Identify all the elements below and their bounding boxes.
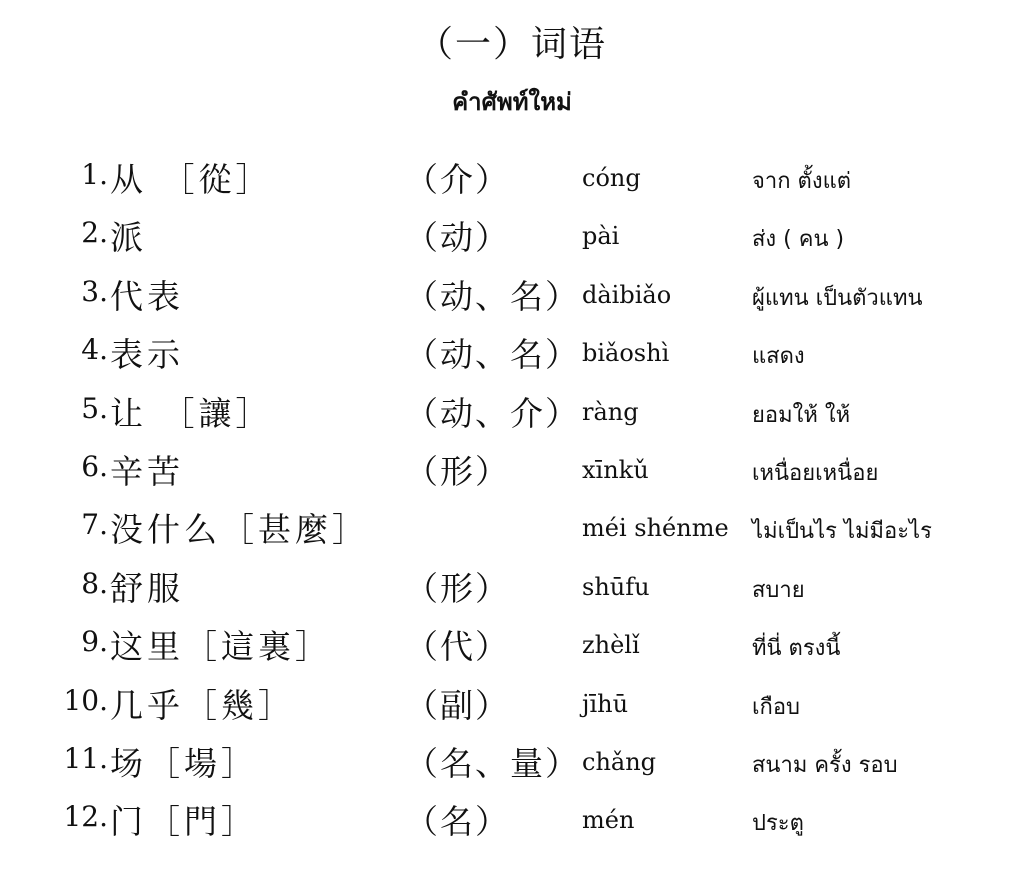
vocab-row	[0, 734, 1024, 792]
vocab-thai-meaning: จาก ตั้งแต่	[752, 169, 852, 194]
vocab-row	[0, 559, 1024, 617]
vocab-thai-meaning: ที่นี่ ตรงนี้	[752, 636, 841, 662]
vocab-row	[0, 792, 1024, 850]
vocab-part-of-speech: （名、量）	[405, 743, 580, 783]
vocab-pinyin: pài	[582, 222, 620, 251]
vocab-thai-meaning: ไม่เป็นไร ไม่มีอะไร	[752, 519, 932, 545]
vocab-part-of-speech: （副）	[405, 685, 510, 725]
vocab-row	[0, 617, 1024, 675]
vocab-part-of-speech: （名）	[405, 802, 510, 842]
vocab-part-of-speech: （动、名）	[405, 276, 580, 316]
vocab-thai-meaning: แสดง	[752, 344, 805, 370]
vocab-pinyin: shūfu	[582, 572, 650, 601]
vocab-word: 让 ［讓］	[110, 393, 273, 433]
vocab-word: 场［場］	[110, 743, 258, 783]
section-title: （一）词语	[416, 24, 607, 65]
vocab-thai-meaning: ยอมให้ ให้	[752, 402, 851, 428]
vocab-pinyin: cóng	[582, 164, 641, 192]
vocab-number: 11.	[63, 741, 108, 775]
vocab-row	[0, 267, 1024, 325]
vocab-row	[0, 150, 1024, 208]
vocab-pinyin: zhèlǐ	[582, 631, 640, 660]
vocab-pinyin: jīhū	[582, 689, 629, 718]
vocab-pinyin: dàibiǎo	[582, 280, 672, 309]
vocab-number: 5.	[81, 391, 108, 425]
vocab-word: 这里［這裏］	[110, 627, 332, 667]
vocab-thai-meaning: ผู้แทน เป็นตัวแทน	[752, 285, 923, 311]
vocab-word: 从 ［從］	[110, 160, 273, 199]
vocab-thai-meaning: สบาย	[752, 577, 805, 603]
vocab-thai-meaning: ประตู	[752, 811, 804, 837]
vocab-number: 2.	[81, 216, 108, 250]
vocab-row	[0, 325, 1024, 383]
vocab-number: 1.	[81, 158, 108, 191]
vocab-word: 没什么［甚麼］	[110, 510, 369, 550]
vocab-word: 代表	[110, 276, 184, 316]
vocab-number: 9.	[81, 625, 108, 659]
section-subtitle: คำศัพท์ใหม่	[452, 88, 572, 116]
vocab-part-of-speech: （介）	[405, 160, 510, 199]
vocab-number: 8.	[81, 566, 108, 600]
vocab-thai-meaning: สนาม ครั้ง รอบ	[752, 752, 898, 778]
vocab-part-of-speech: （形）	[405, 568, 510, 608]
vocab-number: 10.	[63, 683, 108, 717]
vocab-number: 12.	[63, 800, 108, 834]
vocab-thai-meaning: เกือบ	[752, 694, 801, 720]
vocabulary-list	[0, 150, 1024, 851]
vocab-word: 舒服	[110, 568, 184, 608]
vocab-part-of-speech: （动、名）	[405, 335, 580, 375]
vocab-row	[0, 208, 1024, 266]
vocab-row	[0, 442, 1024, 500]
vocab-thai-meaning: เหนื่อยเหนื่อย	[752, 460, 879, 486]
vocab-pinyin: mén	[582, 806, 635, 835]
vocab-pinyin: ràng	[582, 397, 639, 426]
vocab-word: 表示	[110, 335, 184, 375]
vocab-number: 6.	[81, 449, 108, 483]
vocab-word: 辛苦	[110, 451, 184, 491]
vocab-number: 3.	[81, 274, 108, 308]
vocab-pinyin: méi shénme	[582, 514, 729, 543]
vocab-pinyin: xīnkǔ	[582, 455, 649, 484]
vocab-number: 7.	[81, 508, 108, 542]
vocab-row	[0, 676, 1024, 734]
vocab-row	[0, 384, 1024, 442]
vocab-row	[0, 500, 1024, 558]
vocab-part-of-speech: （形）	[405, 451, 510, 491]
vocab-thai-meaning: ส่ง ( คน )	[752, 227, 845, 253]
vocab-word: 门［門］	[110, 802, 258, 842]
vocab-number: 4.	[81, 333, 108, 367]
vocab-part-of-speech: （动、介）	[405, 393, 580, 433]
vocab-pinyin: biǎoshì	[582, 339, 670, 368]
vocab-pinyin: chǎng	[582, 747, 657, 776]
vocab-word: 几乎［幾］	[110, 685, 295, 725]
vocab-part-of-speech: （动）	[405, 218, 510, 258]
vocab-word: 派	[110, 218, 147, 258]
vocab-part-of-speech: （代）	[405, 627, 510, 667]
